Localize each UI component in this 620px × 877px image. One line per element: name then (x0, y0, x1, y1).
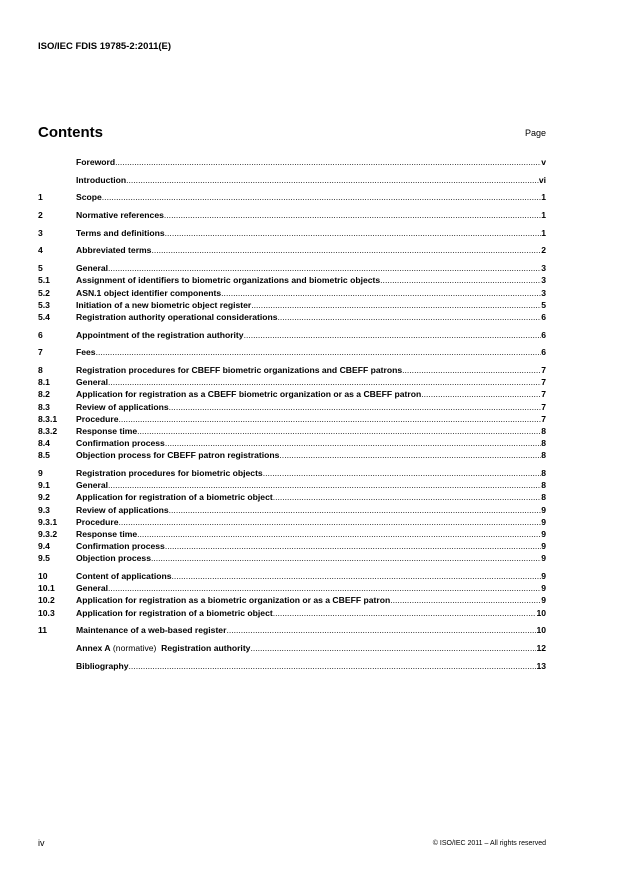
toc-entry-title (76, 571, 171, 581)
toc-entry[interactable] (38, 228, 546, 240)
toc-entry-page: 3 (541, 287, 546, 298)
toc-entry[interactable] (38, 595, 546, 607)
toc-dot-leader (273, 608, 537, 618)
toc-entry-title-text: Registration procedures for biometric objects (76, 467, 263, 478)
toc-entry-title-text: Appointment of the registration authority (76, 329, 244, 340)
toc-dot-leader (390, 595, 541, 605)
toc-dot-leader (263, 468, 542, 478)
toc-dot-leader (279, 450, 541, 460)
toc-entry-title-text: Content of applications (76, 570, 172, 581)
toc-entry-title (76, 438, 165, 448)
copyright-notice: © ISO/IEC 2011 – All rights reserved (432, 840, 546, 847)
toc-entry-page: 8 (541, 467, 546, 478)
toc-entry-title-text: Introduction (76, 174, 127, 185)
toc-entry-title (76, 414, 119, 424)
toc-dot-leader (126, 175, 539, 185)
toc-entry-title (76, 389, 421, 399)
contents-title: Contents (38, 124, 103, 141)
toc-entry-page: 8 (541, 450, 546, 461)
toc-entry-annex-title: Registration authority (161, 642, 251, 653)
toc-group (38, 228, 546, 240)
toc-entry-page: 1 (541, 192, 546, 203)
toc-dot-leader (108, 583, 541, 593)
toc-entry-title-text: Review of applications (76, 504, 169, 515)
toc-entry-page: 12 (536, 642, 546, 653)
toc-entry[interactable] (38, 330, 546, 342)
toc-entry[interactable] (38, 210, 546, 222)
toc-entry-page: 10 (536, 607, 546, 618)
toc-entry-title-text: Abbreviated terms (76, 245, 152, 256)
toc-entry-title (76, 643, 250, 653)
toc-dot-leader (244, 330, 542, 340)
toc-entry-page: 10 (536, 625, 546, 636)
toc-entry-title-text: Registration procedures for CBEFF biometric organizations and CBEFF patrons (76, 364, 403, 375)
toc-entry-title (76, 175, 126, 185)
toc-entry[interactable] (38, 389, 546, 401)
toc-entry-page: 6 (541, 347, 546, 358)
toc-entry-page: 9 (541, 516, 546, 527)
toc-entry-number: 10.1 (38, 583, 55, 594)
toc-entry[interactable] (38, 625, 546, 637)
toc-entry-number: 9.3.1 (38, 516, 58, 527)
toc-entry-title-text: General (76, 583, 109, 594)
toc-entry[interactable] (38, 450, 546, 462)
toc-dot-leader (96, 347, 542, 357)
page-number: iv (38, 838, 45, 848)
toc-entry-page: 9 (541, 553, 546, 564)
toc-dot-leader (137, 426, 541, 436)
toc-entry-title (76, 210, 164, 220)
toc-dot-leader (119, 414, 542, 424)
toc-entry-number: 5.1 (38, 275, 50, 286)
toc-group (38, 245, 546, 257)
toc-entry-page: 3 (541, 263, 546, 274)
toc-entry[interactable] (38, 414, 546, 426)
toc-entry-title-text: Normative references (76, 210, 164, 221)
toc-entry[interactable] (38, 643, 546, 655)
toc-entry-page: 7 (541, 364, 546, 375)
toc-dot-leader (421, 389, 541, 399)
toc-entry-number: 5.4 (38, 311, 50, 322)
toc-entry-title-text: ASN.1 object identifier components (76, 287, 222, 298)
toc-entry-title (76, 625, 226, 635)
toc-entry-page: vi (538, 174, 546, 185)
toc-entry-page: 8 (541, 480, 546, 491)
toc-entry-title-text: Procedure (76, 516, 119, 527)
toc-dot-leader (169, 402, 542, 412)
toc-entry-number: 9.4 (38, 541, 50, 552)
toc-entry-title-text: Application for registration as a biometric organization or as a CBEFF patron (76, 595, 391, 606)
toc-entry-number: 5.3 (38, 299, 50, 310)
toc-dot-leader (278, 312, 542, 322)
toc-entry-number: 8.3.2 (38, 425, 58, 436)
toc-group (38, 347, 546, 359)
toc-entry[interactable] (38, 300, 546, 312)
toc-group (38, 643, 546, 655)
toc-entry-number: 10 (38, 570, 48, 581)
toc-entry-page: 9 (541, 595, 546, 606)
toc-dot-leader (221, 288, 541, 298)
toc-entry-page: 9 (541, 583, 546, 594)
toc-dot-leader (226, 625, 536, 635)
toc-entry[interactable] (38, 263, 546, 275)
toc-entry-page: 5 (541, 299, 546, 310)
toc-entry-page: 8 (541, 438, 546, 449)
toc-entry-title-text: Application for registration of a biometric object (76, 607, 273, 618)
toc-entry-number: 9 (38, 467, 43, 478)
toc-entry[interactable] (38, 571, 546, 583)
toc-entry[interactable] (38, 245, 546, 257)
toc-entry-title-text: Maintenance of a web-based register (76, 625, 227, 636)
toc-entry-title (76, 263, 108, 273)
toc-entry-title-text: Objection process for CBEFF patron registrations (76, 450, 280, 461)
toc-entry-title-text: Review of applications (76, 401, 169, 412)
toc-entry-number: 8.5 (38, 450, 50, 461)
toc-entry-number: 8.2 (38, 389, 50, 400)
toc-entry-page: 7 (541, 413, 546, 424)
toc-entry-page: 7 (541, 401, 546, 412)
toc-entry[interactable] (38, 505, 546, 517)
toc-entry-page: 3 (541, 275, 546, 286)
toc-dot-leader (119, 517, 542, 527)
toc-entry-title-text: Initiation of a new biometric object register (76, 299, 252, 310)
toc-entry-page: 6 (541, 311, 546, 322)
toc-entry[interactable] (38, 365, 546, 377)
toc-entry-number: 9.3 (38, 504, 50, 515)
toc-entry[interactable] (38, 347, 546, 359)
toc-entry-number: 4 (38, 245, 43, 256)
toc-entry-title (76, 288, 221, 298)
toc-entry-page: 9 (541, 570, 546, 581)
toc-entry-title (76, 365, 402, 375)
toc-entry-title-text: General (76, 263, 109, 274)
toc-entry-page: 2 (541, 245, 546, 256)
toc-dot-leader (108, 377, 541, 387)
toc-entry-page: 9 (541, 504, 546, 515)
toc-entry-page: 1 (541, 210, 546, 221)
toc-entry-page: 8 (541, 425, 546, 436)
toc-dot-leader (165, 438, 541, 448)
toc-entry-title-text: Application for registration as a CBEFF biometric organization or as a CBEFF patron (76, 389, 422, 400)
toc-entry-number: 9.2 (38, 492, 50, 503)
page-column-label: Page (524, 128, 546, 138)
toc-entry[interactable] (38, 480, 546, 492)
toc-dot-leader (137, 529, 541, 539)
toc-entry[interactable] (38, 541, 546, 553)
toc-entry-title-text: Application for registration of a biometric object (76, 492, 273, 503)
toc-dot-leader (151, 245, 541, 255)
toc-group (38, 175, 546, 187)
toc-entry-number: 5.2 (38, 287, 50, 298)
toc-entry-number: 6 (38, 329, 43, 340)
toc-group (38, 571, 546, 620)
toc-entry-annex-type: (normative) (110, 642, 162, 653)
toc-entry[interactable] (38, 517, 546, 529)
toc-entry-number: 11 (38, 625, 48, 636)
toc-entry-page: 1 (541, 227, 546, 238)
toc-dot-leader (129, 661, 537, 671)
toc-entry-title-text: Confirmation process (76, 438, 165, 449)
toc-group (38, 263, 546, 324)
toc-entry[interactable] (38, 608, 546, 620)
toc-entry[interactable] (38, 312, 546, 324)
toc-dot-leader (169, 505, 542, 515)
toc-entry[interactable] (38, 157, 546, 169)
toc-group (38, 365, 546, 463)
toc-entry-number: 5 (38, 263, 43, 274)
toc-entry[interactable] (38, 288, 546, 300)
toc-entry-title (76, 228, 165, 238)
toc-entry-title-text: Objection process (76, 553, 151, 564)
toc-entry-title-text: Response time (76, 528, 138, 539)
toc-entry-page: 13 (536, 660, 546, 671)
toc-entry-title (76, 661, 129, 671)
toc-dot-leader (108, 480, 541, 490)
toc-entry-page: 8 (541, 492, 546, 503)
toc-entry-title (76, 377, 108, 387)
toc-group (38, 210, 546, 222)
table-of-contents (38, 157, 546, 678)
toc-group (38, 330, 546, 342)
toc-entry-title-text: Annex A (76, 642, 111, 653)
toc-group (38, 157, 546, 169)
toc-entry-title (76, 347, 96, 357)
document-header: ISO/IEC FDIS 19785-2:2011(E) (38, 41, 172, 52)
toc-entry-title-text: Scope (76, 192, 102, 203)
toc-entry-title-text: Foreword (76, 157, 116, 167)
toc-dot-leader (171, 571, 541, 581)
toc-entry-title-text: General (76, 377, 109, 388)
toc-entry[interactable] (38, 553, 546, 565)
toc-entry-title-text: Bibliography (76, 660, 129, 671)
toc-entry-title-text: Registration authority operational considerations (76, 311, 278, 322)
toc-entry-title (76, 608, 273, 618)
toc-entry-title-text: Response time (76, 425, 138, 436)
toc-entry-page: 7 (541, 389, 546, 400)
toc-entry-title (76, 505, 169, 515)
toc-entry[interactable] (38, 438, 546, 450)
toc-entry-number: 2 (38, 210, 43, 221)
toc-entry-number: 3 (38, 227, 43, 238)
toc-dot-leader (102, 192, 541, 202)
toc-entry-title (76, 426, 137, 436)
toc-entry[interactable] (38, 583, 546, 595)
toc-entry-title (76, 595, 390, 605)
toc-dot-leader (115, 157, 541, 167)
toc-group (38, 625, 546, 637)
toc-entry-title (76, 300, 251, 310)
toc-entry-title (76, 275, 380, 285)
toc-entry-page: 6 (541, 329, 546, 340)
toc-entry-title (76, 192, 102, 202)
toc-entry-page: 9 (541, 528, 546, 539)
toc-dot-leader (108, 263, 541, 273)
toc-entry-number: 8.4 (38, 438, 50, 449)
toc-entry-number: 8.3 (38, 401, 50, 412)
toc-entry-title (76, 402, 169, 412)
toc-entry[interactable] (38, 492, 546, 504)
toc-entry-title (76, 245, 151, 255)
toc-entry-number: 9.3.2 (38, 528, 58, 539)
toc-entry-number: 10.2 (38, 595, 55, 606)
toc-group (38, 468, 546, 566)
toc-entry-title-text: Assignment of identifiers to biometric organizations and biometric objects (76, 275, 381, 286)
toc-entry-title (76, 583, 108, 593)
toc-entry-title (76, 330, 244, 340)
toc-entry-title-text: Terms and definitions (76, 227, 165, 238)
toc-entry[interactable] (38, 175, 546, 187)
toc-entry-number: 1 (38, 192, 43, 203)
toc-entry-number: 8.3.1 (38, 413, 58, 424)
toc-entry-title (76, 553, 151, 563)
toc-entry[interactable] (38, 529, 546, 541)
toc-entry-number: 8 (38, 364, 43, 375)
toc-entry-title-text: Confirmation process (76, 541, 165, 552)
toc-dot-leader (380, 275, 541, 285)
toc-entry-title-text: Fees (76, 347, 96, 358)
toc-entry-title-text: Procedure (76, 413, 119, 424)
toc-dot-leader (165, 541, 541, 551)
toc-group (38, 192, 546, 204)
toc-entry-number: 8.1 (38, 377, 50, 388)
toc-entry-number: 9.5 (38, 553, 50, 564)
toc-entry[interactable] (38, 426, 546, 438)
toc-entry-title (76, 157, 115, 167)
toc-dot-leader (402, 365, 541, 375)
toc-entry[interactable] (38, 468, 546, 480)
toc-entry[interactable] (38, 377, 546, 389)
toc-entry-page: 9 (541, 541, 546, 552)
toc-dot-leader (151, 553, 541, 563)
toc-entry-number: 10.3 (38, 607, 55, 618)
toc-dot-leader (164, 210, 541, 220)
toc-dot-leader (273, 492, 541, 502)
toc-entry[interactable] (38, 402, 546, 414)
toc-entry-title (76, 492, 273, 502)
toc-entry[interactable] (38, 661, 546, 673)
toc-entry-title (76, 468, 263, 478)
toc-entry-title (76, 480, 108, 490)
toc-entry-title (76, 450, 279, 460)
toc-dot-leader (165, 228, 542, 238)
toc-group (38, 661, 546, 673)
toc-entry-number: 9.1 (38, 480, 50, 491)
toc-entry-title (76, 312, 278, 322)
toc-entry-page: v (541, 157, 546, 167)
toc-dot-leader (250, 643, 536, 653)
toc-entry[interactable] (38, 275, 546, 287)
toc-entry-title-text: General (76, 480, 109, 491)
toc-entry[interactable] (38, 192, 546, 204)
toc-entry-page: 7 (541, 377, 546, 388)
toc-entry-title (76, 517, 119, 527)
toc-dot-leader (251, 300, 541, 310)
toc-entry-title (76, 529, 137, 539)
toc-entry-title (76, 541, 165, 551)
toc-entry-number: 7 (38, 347, 43, 358)
